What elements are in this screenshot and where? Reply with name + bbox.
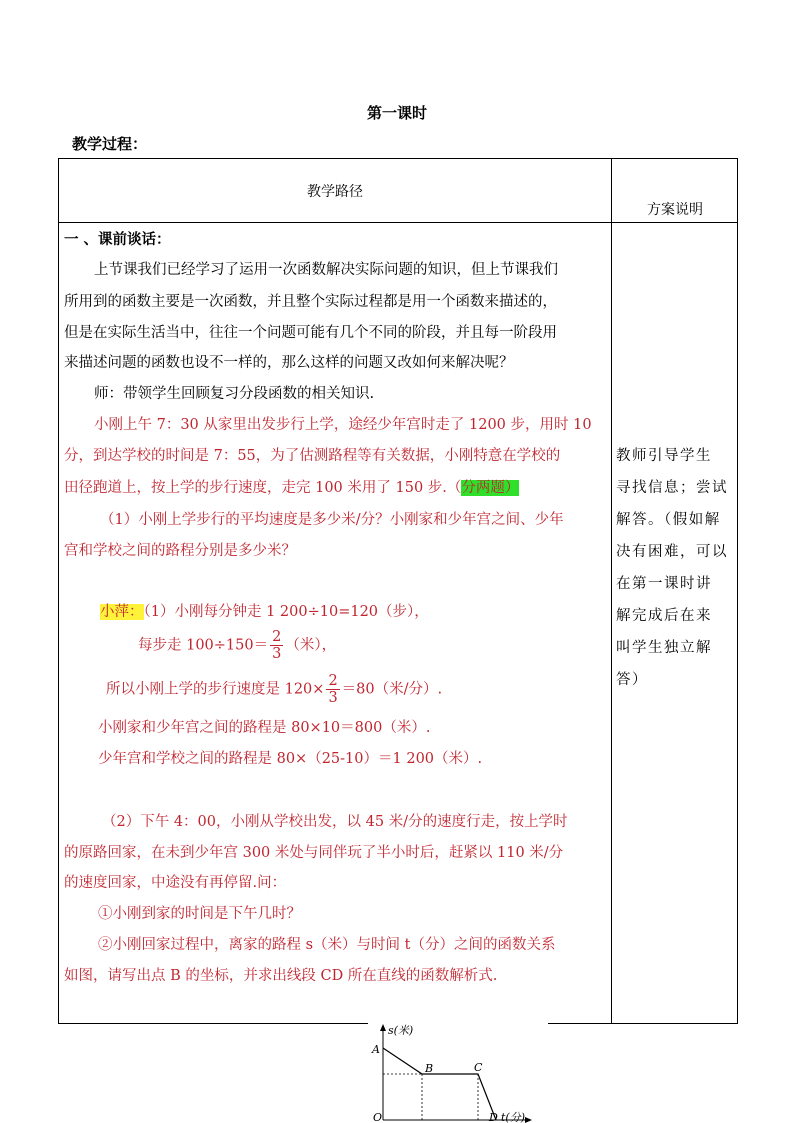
column-divider <box>611 159 612 1023</box>
answer-line-3-pre: 所以小刚上学的步行速度是 120× <box>106 681 325 698</box>
problem-line-3-text: 田径跑道上，按上学的步行速度，走完 100 米用了 150 步.（ <box>64 480 462 496</box>
x-axis-label: t(分) <box>501 1111 526 1123</box>
intro-paragraph-line-1: 上节课我们已经学习了运用一次函数解决实际问题的知识，但上节课我们 <box>94 262 558 278</box>
intro-paragraph-line-4: 来描述问题的函数也设不一样的，那么这样的问题又改如何来解决呢？ <box>64 355 514 371</box>
plan-note-line: 教师引导学生 <box>616 448 712 464</box>
fraction-two-thirds <box>326 673 339 706</box>
point-a-label: A <box>372 1043 380 1056</box>
answer-line-3-post: ＝80（米/分）. <box>341 681 443 698</box>
question-2-part-2-line-1: ②小刚回家过程中，离家的路程 s（米）与时间 t（分）之间的函数关系 <box>98 937 556 953</box>
fraction-two-thirds <box>270 629 283 662</box>
answer-line-2 <box>138 629 336 662</box>
answer-line-1 <box>100 598 429 627</box>
question-2-line-3: 的速度回家，中途没有再停留.问： <box>64 875 287 891</box>
plan-notes <box>616 440 734 696</box>
answer-line-5: 少年宫和学校之间的路程是 80×（25-10）＝1 200（米）. <box>98 751 483 767</box>
question-2-part-1: ①小刚到家的时间是下午几时？ <box>98 906 301 922</box>
fraction-numerator: 2 <box>328 673 338 689</box>
question-1-line-1: （1）小刚上学步行的平均速度是多少米/分？小刚家和少年宫之间、少年 <box>100 512 564 528</box>
distance-time-graph <box>368 1020 548 1123</box>
section-heading: 一 、课前谈话： <box>64 231 171 248</box>
fraction-denominator: 3 <box>272 646 282 662</box>
problem-line-1: 小刚上午 7：30 从家里出发步行上学，途经少年宫时走了 1200 步，用时 10 <box>94 417 592 433</box>
plan-note-line: 解答。（假如解 <box>616 512 721 528</box>
plan-note-line: 寻找信息；尝试 <box>616 480 728 496</box>
fraction-denominator: 3 <box>328 690 338 706</box>
point-c-label: C <box>474 1061 483 1074</box>
answer-line-2-pre: 每步走 100÷150＝ <box>138 637 269 654</box>
teacher-instruction: 师：带领学生回顾复习分段函数的相关知识. <box>94 386 375 402</box>
x-axis-arrow <box>525 1117 532 1123</box>
point-b-label: B <box>425 1062 434 1075</box>
question-2-part-2-line-2: 如图，请写出点 B 的坐标，并求出线段 CD 所在直线的函数解析式. <box>64 968 498 984</box>
answer-line-1-text: （1）小刚每分钟走 1 200÷10=120（步）， <box>143 604 429 620</box>
section-subtitle: 教学过程： <box>72 135 148 153</box>
question-1-line-2: 宫和学校之间的路程分别是多少米？ <box>64 543 296 559</box>
plan-note-line: 在第一课时讲 <box>616 576 712 592</box>
answer-line-4: 小刚家和少年宫之间的路程是 80×10＝800（米）. <box>98 720 431 736</box>
fraction-numerator: 2 <box>272 629 282 645</box>
plan-note-line: 答） <box>616 672 648 688</box>
y-axis-arrow <box>380 1024 386 1031</box>
question-2-line-2: 的原路回家，在未到少年宫 300 米处与同伴玩了半小时后，赶紧以 110 米/分 <box>64 845 564 861</box>
question-2-line-1: （2）下午 4：00，小刚从学校出发，以 45 米/分的速度行走，按上学时 <box>102 814 568 830</box>
problem-line-2: 分，到达学校的时间是 7：55，为了估测路程等有关数据，小刚特意在学校的 <box>64 448 561 464</box>
header-teaching-path: 教学路径 <box>307 184 363 200</box>
intro-paragraph-line-2: 所用到的函数主要是一次函数，并且整个实际过程都是用一个函数来描述的， <box>64 294 557 310</box>
plan-note-line: 解完成后在来 <box>616 608 712 624</box>
answer-line-3 <box>106 673 442 706</box>
header-plan-notes: 方案说明 <box>647 202 703 218</box>
page-title: 第一课时 <box>366 104 427 122</box>
graph-polyline <box>383 1048 496 1120</box>
origin-label: O <box>373 1111 383 1123</box>
plan-note-line: 决有困难，可以 <box>616 544 728 560</box>
student-name-label: 小萍： <box>100 604 144 620</box>
answer-line-2-post: （米）， <box>285 637 337 654</box>
header-divider <box>59 222 737 223</box>
y-axis-label: s(米) <box>388 1024 414 1037</box>
point-d-label: D <box>489 1111 498 1123</box>
problem-line-3 <box>64 474 519 503</box>
intro-paragraph-line-3: 但是在实际生活当中，往往一个问题可能有几个不同的阶段，并且每一阶段用 <box>64 325 557 341</box>
highlight-two-parts: 分两题） <box>461 480 520 496</box>
plan-note-line: 叫学生独立解 <box>616 640 712 656</box>
